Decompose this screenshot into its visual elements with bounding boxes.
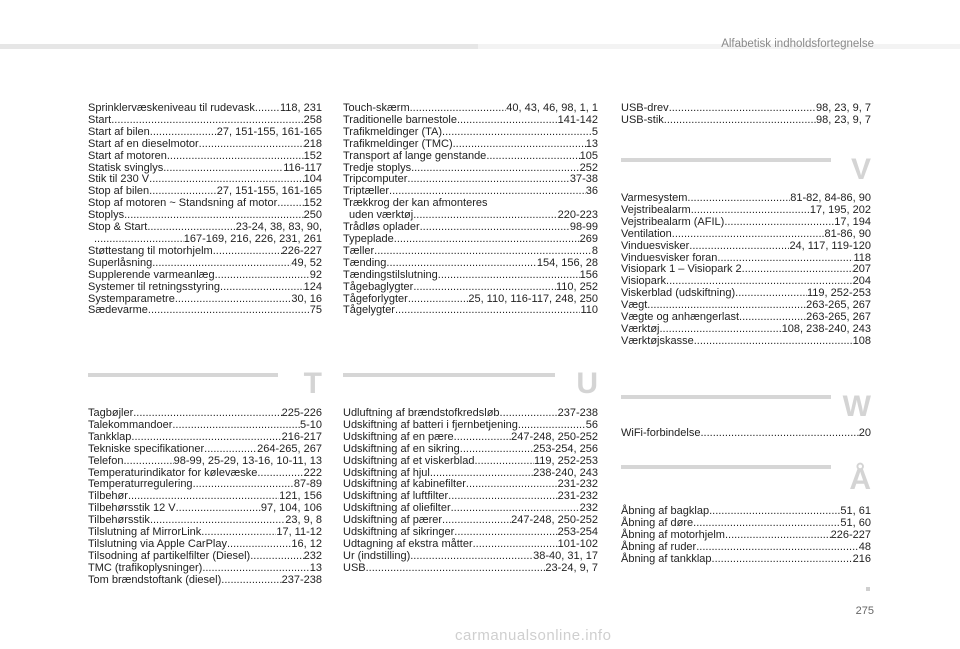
index-leader-dots bbox=[664, 115, 816, 127]
index-term: Udskiftning af pærer bbox=[343, 514, 443, 527]
index-term: Tændingstilslutning bbox=[343, 268, 438, 281]
index-term: Tagbøjler bbox=[88, 407, 134, 419]
index-page-refs: 253-254 bbox=[557, 526, 598, 539]
index-leader-dots bbox=[221, 575, 281, 587]
index-term: Udskiftning af luftfilter bbox=[343, 490, 449, 503]
index-leader-dots bbox=[411, 163, 580, 175]
index-page-refs: 121, 156 bbox=[279, 490, 322, 503]
index-term: USB-drev bbox=[621, 102, 669, 114]
index-term: Tilslutning via Apple CarPlay bbox=[88, 537, 227, 550]
index-entry bbox=[621, 542, 871, 554]
index-term: Systemer til retningsstyring bbox=[88, 280, 221, 293]
index-term: TMC (trafikoplysninger) bbox=[88, 561, 203, 574]
index-leader-dots bbox=[486, 151, 579, 163]
section-letter: T bbox=[303, 367, 322, 400]
index-entry bbox=[343, 444, 598, 456]
index-page-refs: 216 bbox=[852, 552, 871, 565]
index-page-refs: 119, 252-253 bbox=[806, 287, 871, 300]
index-entry bbox=[343, 270, 598, 282]
section-letter: W bbox=[842, 390, 871, 423]
index-term: Udluftning af brændstofkredsløb bbox=[343, 407, 500, 419]
index-page-refs: 49, 52 bbox=[291, 256, 322, 269]
index-term: Statisk svinglys bbox=[88, 161, 164, 174]
index-entry bbox=[343, 139, 598, 151]
watermark: carmanualsonline.info bbox=[455, 627, 612, 644]
index-leader-dots bbox=[742, 264, 853, 276]
index-term: Udskiftning af hjul bbox=[343, 466, 430, 479]
index-page-refs: 237-238 bbox=[557, 407, 598, 419]
index-leader-dots bbox=[277, 198, 303, 210]
section-letter: U bbox=[576, 367, 598, 400]
index-leader-dots bbox=[735, 288, 807, 300]
index-page-refs: 8 bbox=[591, 244, 598, 257]
index-leader-dots bbox=[175, 294, 292, 306]
index-term: Tilbehør bbox=[88, 490, 128, 503]
index-page-refs: 24, 117, 119-120 bbox=[789, 239, 871, 252]
index-entry bbox=[343, 432, 598, 444]
index-term: Stop & Start bbox=[88, 221, 148, 234]
index-page-refs: 23, 9, 8 bbox=[285, 514, 322, 527]
index-term: Tænding bbox=[343, 256, 387, 269]
index-entry bbox=[621, 530, 871, 542]
index-page-refs: 269 bbox=[579, 232, 598, 245]
index-leader-dots bbox=[448, 491, 557, 503]
index-page-refs: 247-248, 250-252 bbox=[511, 430, 598, 443]
index-leader-dots bbox=[250, 551, 303, 563]
index-term: Vinduesvisker bbox=[621, 239, 690, 252]
index-page-refs: 51, 60 bbox=[840, 516, 871, 529]
index-term: Start af motoren bbox=[88, 149, 167, 162]
index-entry bbox=[88, 563, 322, 575]
index-leader-dots bbox=[172, 420, 300, 432]
index-column-t-cont bbox=[343, 103, 598, 317]
index-page-refs: 51, 61 bbox=[840, 505, 871, 517]
index-leader-dots bbox=[394, 234, 580, 246]
index-page-refs: 5 bbox=[591, 125, 598, 138]
index-leader-dots bbox=[199, 139, 304, 151]
index-entry bbox=[88, 151, 322, 163]
index-entry bbox=[88, 305, 322, 317]
index-page-refs: 119, 252-253 bbox=[533, 454, 598, 467]
index-leader-dots bbox=[148, 305, 310, 317]
index-leader-dots bbox=[123, 456, 173, 468]
index-entry bbox=[343, 246, 598, 258]
index-term: Stop af bilen bbox=[88, 185, 150, 198]
index-term: Sprinklervæskeniveau til rudevask bbox=[88, 102, 255, 114]
index-term: Udskiftning af oliefilter bbox=[343, 502, 451, 515]
index-page-refs: 98-99, 25-29, 13-16, 10-11, 13 bbox=[173, 454, 322, 467]
index-leader-dots bbox=[163, 163, 283, 175]
index-term: Værktøjskasse bbox=[621, 334, 694, 347]
index-leader-dots bbox=[167, 151, 304, 163]
index-entry bbox=[343, 258, 598, 270]
index-column-v bbox=[621, 193, 871, 348]
index-term: USB-stik bbox=[621, 113, 664, 126]
section-divider bbox=[621, 465, 831, 469]
index-term: Tripcomputer bbox=[343, 173, 408, 186]
index-term: Åbning af bagklap bbox=[621, 505, 710, 517]
index-term: Supplerende varmeanlæg bbox=[88, 268, 215, 281]
index-entry bbox=[621, 241, 871, 253]
index-term: Tankklap bbox=[88, 430, 132, 443]
index-page-refs: 38-40, 31, 17 bbox=[533, 549, 598, 562]
index-entry bbox=[621, 554, 871, 566]
index-term: Vejstribealarm (AFIL) bbox=[621, 215, 725, 228]
index-entry bbox=[88, 444, 322, 456]
index-term: WiFi-forbindelse bbox=[621, 427, 701, 439]
index-entry bbox=[88, 456, 322, 468]
section-divider bbox=[88, 373, 278, 377]
index-page-refs: 56 bbox=[585, 418, 598, 431]
index-page-refs: 204 bbox=[852, 275, 871, 288]
index-page-refs: 231-232 bbox=[557, 490, 598, 503]
index-term: Åbning af ruder bbox=[621, 540, 697, 553]
index-page-refs: 116-117 bbox=[283, 161, 322, 174]
index-page-refs: 258 bbox=[303, 113, 322, 126]
index-leader-dots bbox=[474, 456, 534, 468]
index-page-refs: 108 bbox=[852, 334, 871, 347]
index-term: Sædevarme bbox=[88, 304, 148, 317]
section-header-w bbox=[621, 390, 871, 423]
index-term: Temperaturindikator for kølevæske bbox=[88, 466, 258, 479]
index-term: Visiopark bbox=[621, 275, 667, 288]
index-leader-dots bbox=[152, 258, 291, 270]
index-entry bbox=[343, 282, 598, 294]
index-entry bbox=[343, 234, 598, 246]
index-page-refs: 98, 23, 9, 7 bbox=[815, 102, 871, 114]
index-leader-dots bbox=[689, 241, 789, 253]
index-column-w bbox=[621, 428, 871, 440]
section-divider bbox=[621, 395, 831, 399]
index-page-refs: 118 bbox=[853, 251, 871, 264]
index-leader-dots bbox=[696, 542, 859, 554]
index-page-refs: 237-238 bbox=[281, 573, 322, 586]
index-page-refs: 207 bbox=[852, 263, 871, 276]
index-entry bbox=[343, 456, 598, 468]
index-page-refs: 81-82, 84-86, 90 bbox=[790, 192, 871, 204]
index-leader-dots bbox=[204, 444, 257, 456]
index-term: Udskiftning af batteri i fjernbetjening bbox=[343, 418, 518, 431]
index-leader-dots bbox=[220, 282, 304, 294]
index-term: Temperaturregulering bbox=[88, 478, 193, 491]
index-entry bbox=[621, 428, 871, 440]
index-leader-dots bbox=[131, 432, 281, 444]
index-page-refs: 247-248, 250-252 bbox=[511, 514, 598, 527]
index-entry bbox=[343, 563, 598, 575]
index-term: Udskiftning af sikringer bbox=[343, 526, 455, 539]
index-entry bbox=[621, 115, 871, 127]
index-term: Traditionelle barnestole bbox=[343, 113, 457, 126]
index-term: Tilsodning af partikelfilter (Diesel) bbox=[88, 549, 251, 562]
index-term: Tilbehørsstik bbox=[88, 514, 150, 527]
index-page-refs: 27, 151-155, 161-165 bbox=[216, 125, 322, 138]
index-page-refs: 225-226 bbox=[281, 407, 322, 419]
index-page-refs: 118, 231 bbox=[279, 102, 322, 114]
index-column-s bbox=[88, 103, 322, 317]
index-leader-dots bbox=[413, 210, 557, 222]
index-term: Start bbox=[88, 113, 112, 126]
index-leader-dots bbox=[454, 432, 511, 444]
index-leader-dots bbox=[202, 563, 309, 575]
index-leader-dots bbox=[410, 551, 533, 563]
index-page-refs: 101-102 bbox=[557, 537, 598, 550]
index-page-refs: 98, 23, 9, 7 bbox=[815, 113, 871, 126]
index-page-refs: 27, 151-155, 161-165 bbox=[216, 185, 322, 198]
index-page-refs: 232 bbox=[303, 549, 322, 562]
index-leader-dots bbox=[215, 270, 310, 282]
index-page-refs: 23-24, 9, 7 bbox=[545, 561, 598, 574]
index-page-refs: 98-99 bbox=[569, 221, 598, 234]
index-entry bbox=[88, 282, 322, 294]
index-page-refs: 152 bbox=[303, 197, 322, 210]
index-column-aa bbox=[621, 506, 871, 566]
index-leader-dots bbox=[408, 294, 469, 306]
index-term: Start af en dieselmotor bbox=[88, 137, 199, 150]
header-bar-right bbox=[478, 44, 960, 49]
index-page-refs: 40, 43, 46, 98, 1, 1 bbox=[506, 102, 598, 114]
index-term: uden værktøj bbox=[349, 209, 414, 222]
index-page-refs: 152 bbox=[303, 149, 322, 162]
index-term: Touch-skærm bbox=[343, 102, 410, 114]
index-leader-dots bbox=[709, 506, 840, 518]
index-term: Udskiftning af kabinefilter bbox=[343, 478, 466, 491]
page-dot-marker bbox=[866, 587, 870, 591]
index-term: Tekniske specifikationer bbox=[88, 442, 205, 455]
index-leader-dots bbox=[213, 246, 282, 258]
index-page-refs: 238-240, 243 bbox=[533, 466, 598, 479]
index-leader-dots bbox=[176, 503, 261, 515]
index-leader-dots bbox=[413, 282, 556, 294]
index-leader-dots bbox=[712, 554, 853, 566]
index-term: Tågeforlygter bbox=[343, 292, 408, 305]
index-page-refs: 167-169, 216, 226, 231, 261 bbox=[183, 232, 322, 245]
index-page-refs: 231-232 bbox=[557, 478, 598, 491]
index-page-refs: 48 bbox=[858, 540, 871, 553]
index-term: Åbning af tankklap bbox=[621, 552, 712, 565]
index-term: Tågebaglygter bbox=[343, 280, 414, 293]
index-leader-dots bbox=[255, 103, 280, 115]
index-term: Vægte og anhængerlast bbox=[621, 311, 740, 324]
index-leader-dots bbox=[687, 193, 790, 205]
index-entry bbox=[621, 217, 871, 229]
index-term: Tom brændstoftank (diesel) bbox=[88, 573, 222, 586]
index-leader-dots bbox=[150, 127, 217, 139]
index-entry bbox=[88, 139, 322, 151]
index-term: Visiopark 1 – Visiopark 2 bbox=[621, 263, 742, 276]
index-leader-dots bbox=[694, 336, 853, 348]
index-page-refs: 37-38 bbox=[569, 173, 598, 186]
index-page-refs: 104 bbox=[303, 173, 322, 186]
section-letter: V bbox=[850, 153, 871, 186]
index-page-refs: 216-217 bbox=[281, 430, 322, 443]
index-page-refs: 218 bbox=[303, 137, 322, 150]
index-term: Telefon bbox=[88, 454, 124, 467]
index-leader-dots bbox=[420, 222, 570, 234]
index-entry bbox=[88, 127, 322, 139]
index-page-refs: 17, 194 bbox=[834, 215, 871, 228]
index-leader-dots bbox=[442, 127, 592, 139]
index-term: Tredje stoplys bbox=[343, 161, 412, 174]
section-header-v bbox=[621, 153, 871, 186]
index-page-refs: 81-86, 90 bbox=[824, 227, 871, 240]
header-bar bbox=[0, 44, 478, 49]
index-page-refs: 232 bbox=[579, 502, 598, 515]
index-entry bbox=[88, 551, 322, 563]
index-page-refs: 23-24, 38, 83, 90, bbox=[235, 221, 322, 234]
index-page-refs: 17, 195, 202 bbox=[809, 203, 871, 216]
index-column-u-cont bbox=[621, 103, 871, 127]
index-entry bbox=[621, 229, 871, 241]
index-entry bbox=[88, 575, 322, 587]
index-page-refs: 253-254, 256 bbox=[533, 442, 598, 455]
index-term: Stoplys bbox=[88, 209, 125, 222]
index-leader-dots bbox=[466, 479, 558, 491]
index-page-refs: 263-265, 267 bbox=[806, 299, 871, 312]
index-page-refs: 264-265, 267 bbox=[257, 442, 322, 455]
index-page-refs: 16, 12 bbox=[291, 537, 322, 550]
index-leader-dots bbox=[460, 444, 533, 456]
index-leader-dots bbox=[407, 174, 569, 186]
index-term: Trådløs oplader bbox=[343, 221, 420, 234]
section-header-t bbox=[88, 367, 322, 401]
index-page-refs: 156 bbox=[579, 268, 598, 281]
index-entry bbox=[343, 551, 598, 563]
index-page-refs: 87-89 bbox=[293, 478, 322, 491]
index-entry bbox=[343, 305, 598, 317]
index-page-refs: 25, 110, 116-117, 248, 250 bbox=[468, 292, 598, 305]
index-page-refs: 105 bbox=[579, 149, 598, 162]
index-term: Tilbehørsstik 12 V bbox=[88, 502, 176, 515]
index-term: Trafikmeldinger (TA) bbox=[343, 125, 443, 138]
index-term: Åbning af motorhjelm bbox=[621, 528, 725, 541]
index-page-refs: 110 bbox=[580, 304, 598, 317]
index-page-refs: 20 bbox=[858, 427, 871, 439]
index-page-refs: 108, 238-240, 243 bbox=[781, 322, 871, 335]
index-page-refs: 17, 11-12 bbox=[276, 526, 322, 539]
index-page-refs: 250 bbox=[303, 209, 322, 222]
index-term: Triptæller bbox=[343, 185, 390, 198]
index-term: Vægt bbox=[621, 299, 648, 312]
index-page-refs: 141-142 bbox=[557, 113, 598, 126]
index-page-refs: 263-265, 267 bbox=[806, 311, 871, 324]
index-term: Ur (indstilling) bbox=[343, 549, 411, 562]
index-term: Start af bilen bbox=[88, 125, 150, 138]
index-page-refs: 5-10 bbox=[299, 418, 322, 431]
index-page-refs: 13 bbox=[309, 561, 322, 574]
index-entry bbox=[343, 127, 598, 139]
index-term: Superlåsning bbox=[88, 256, 153, 269]
section-divider bbox=[621, 158, 831, 162]
index-page-refs: 226-227 bbox=[830, 528, 871, 541]
section-letter: Å bbox=[849, 463, 871, 496]
index-term: Støttestang til motorhjelm bbox=[88, 244, 213, 257]
index-term: USB bbox=[343, 561, 366, 574]
index-page-refs: 252 bbox=[579, 161, 598, 174]
index-term: Trafikmeldinger (TMC) bbox=[343, 137, 453, 150]
index-leader-dots bbox=[366, 563, 546, 575]
index-page-refs: 226-227 bbox=[281, 244, 322, 257]
index-page-refs: 97, 104, 106 bbox=[260, 502, 322, 515]
index-term: Varmesystem bbox=[621, 192, 688, 204]
index-column-t bbox=[88, 408, 322, 587]
index-term: Udtagning af ekstra måtter bbox=[343, 537, 473, 550]
index-entry bbox=[343, 151, 598, 163]
index-term: Udskiftning af en pære bbox=[343, 430, 454, 443]
section-header-u bbox=[343, 367, 598, 401]
index-term: Talekommandoer bbox=[88, 418, 173, 431]
index-entry bbox=[88, 432, 322, 444]
index-leader-dots bbox=[438, 270, 580, 282]
index-term: Udskiftning af et viskerblad bbox=[343, 454, 475, 467]
index-page-refs: 154, 156, 28 bbox=[536, 256, 598, 269]
page-number: 275 bbox=[855, 605, 874, 617]
index-term: Systemparametre bbox=[88, 292, 175, 305]
section-divider bbox=[343, 373, 555, 377]
index-term: Vejstribealarm bbox=[621, 203, 691, 216]
index-term: Udskiftning af en sikring bbox=[343, 442, 460, 455]
index-page-refs: 110, 252 bbox=[555, 280, 598, 293]
index-term: Stik til 230 V bbox=[88, 173, 150, 186]
index-term: Tæller bbox=[343, 244, 375, 257]
index-term: Stop af motoren ~ Standsning af motor bbox=[88, 197, 278, 210]
index-term: Åbning af døre bbox=[621, 516, 694, 529]
index-page-refs: 75 bbox=[309, 304, 322, 317]
index-page-refs: 222 bbox=[303, 466, 322, 479]
index-term: Tågelygter bbox=[343, 304, 395, 317]
index-entry bbox=[88, 270, 322, 282]
page-header-title: Alfabetisk indholdsfortegnelse bbox=[721, 38, 874, 50]
index-leader-dots bbox=[453, 139, 586, 151]
index-page-refs: 13 bbox=[585, 137, 598, 150]
index-page-refs: 30, 16 bbox=[291, 292, 322, 305]
index-entry bbox=[88, 246, 322, 258]
index-term: Ventilation bbox=[621, 227, 672, 240]
index-term: Vinduesvisker foran bbox=[621, 251, 718, 264]
index-page-refs: 92 bbox=[309, 268, 322, 281]
index-entry bbox=[88, 258, 322, 270]
index-term: Tilslutning af MirrorLink bbox=[88, 526, 202, 539]
index-column-u bbox=[343, 408, 598, 575]
index-page-refs: 124 bbox=[303, 280, 322, 293]
index-term: Transport af lange genstande bbox=[343, 149, 487, 162]
index-page-refs: 220-223 bbox=[557, 209, 598, 222]
index-leader-dots bbox=[395, 305, 580, 317]
index-leader-dots bbox=[672, 229, 825, 241]
index-leader-dots bbox=[725, 530, 831, 542]
index-leader-dots bbox=[457, 115, 558, 127]
index-leader-dots bbox=[669, 103, 816, 115]
index-term: Trækkrog der kan afmonteres bbox=[343, 197, 488, 210]
index-leader-dots bbox=[724, 217, 834, 229]
index-leader-dots bbox=[386, 258, 536, 270]
index-leader-dots bbox=[700, 428, 858, 440]
index-term: Værktøj bbox=[621, 322, 660, 335]
index-term: Viskerblad (udskiftning) bbox=[621, 287, 736, 300]
index-term: Typeplade bbox=[343, 232, 394, 245]
section-header-aa bbox=[621, 463, 871, 497]
index-leader-dots bbox=[374, 246, 592, 258]
index-page-refs: 36 bbox=[585, 185, 598, 198]
index-entry bbox=[621, 336, 871, 348]
index-entry bbox=[88, 103, 322, 115]
